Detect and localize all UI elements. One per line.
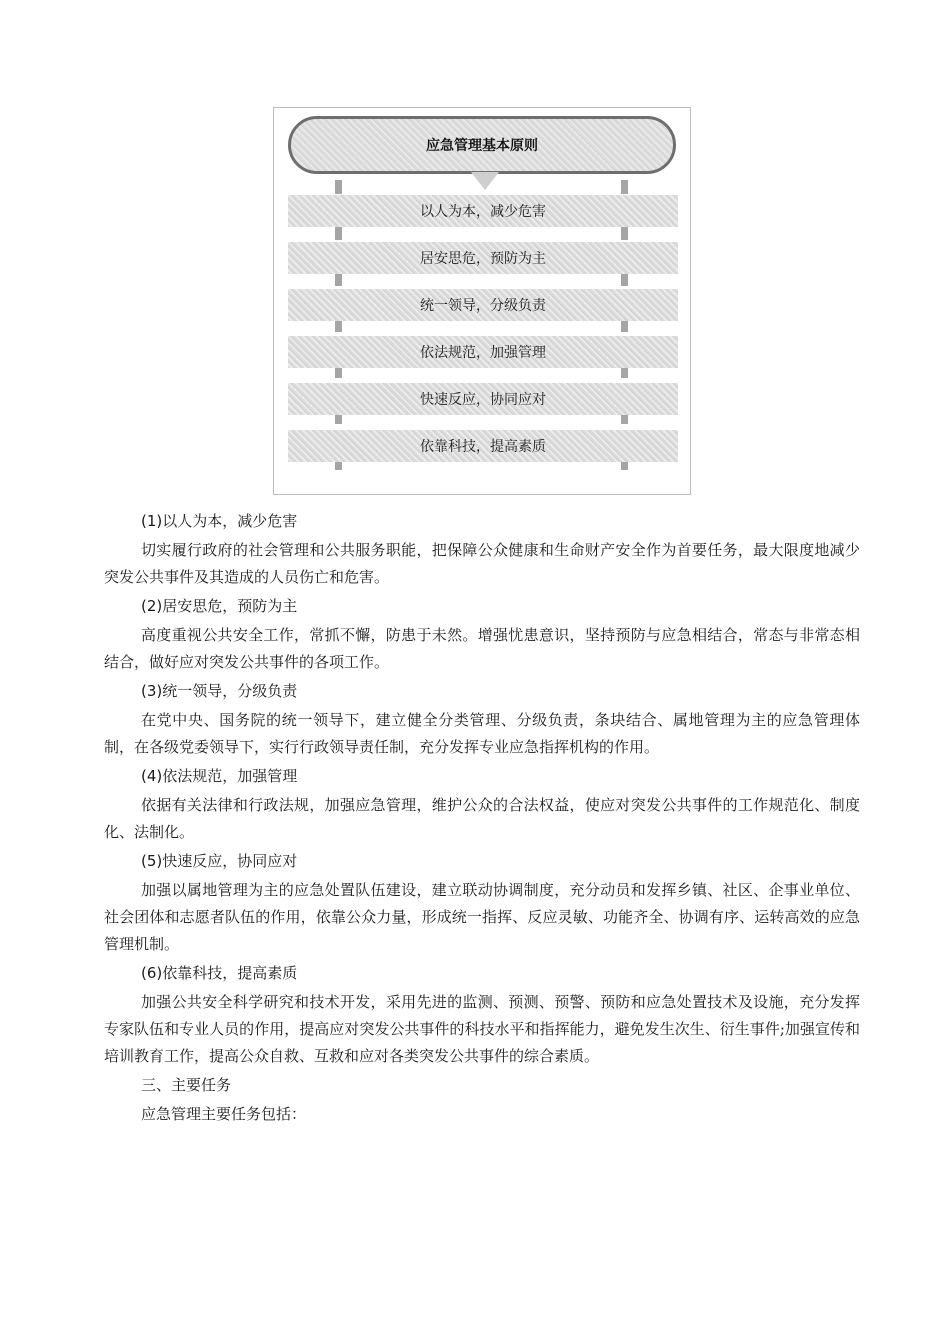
principle-bar-1	[288, 195, 678, 227]
section-heading-1	[104, 506, 860, 537]
principles-diagram	[273, 107, 691, 495]
principle-text: 依靠科技，提高素质	[420, 439, 546, 455]
diagram-title: 应急管理基本原则	[426, 138, 538, 154]
diagram-arrow	[471, 172, 499, 190]
section-heading-3	[104, 676, 860, 707]
section-title: 居安思危，预防为主	[162, 597, 298, 615]
section-body-6: 加强公共安全科学研究和技术开发，采用先进的监测、预测、预警、预防和应急处置技术及设施，充分发挥专家队伍和专业人员的作用，提高应对突发公共事件的科技水平和指挥能力，避免发生次生、衍生事件;加强宣传和培训教育工作，提高公众自救、互救和应对各类突发公共事件的综合素质。	[104, 993, 860, 1065]
section-title: 依靠科技，提高素质	[162, 964, 298, 982]
principle-bar-2	[288, 242, 678, 274]
document-body	[104, 506, 860, 1128]
section-number: (1)	[141, 512, 163, 530]
principle-text: 依法规范，加强管理	[420, 345, 546, 361]
principle-text: 统一领导，分级负责	[420, 298, 546, 314]
section-title: 统一领导，分级负责	[162, 682, 298, 700]
section-body-4: 依据有关法律和行政法规，加强应急管理，维护公众的合法权益，使应对突发公共事件的工作规范化、制度化、法制化。	[104, 796, 860, 841]
section-title: 快速反应，协同应对	[162, 852, 298, 870]
principle-bar-6	[288, 430, 678, 462]
section-number: (4)	[141, 767, 163, 785]
chapter-intro: 应急管理主要任务包括：	[141, 1105, 307, 1123]
section-body-1: 切实履行政府的社会管理和公共服务职能，把保障公众健康和生命财产安全作为首要任务，最大限度地减少突发公共事件及其造成的人员伤亡和危害。	[104, 541, 860, 586]
section-heading-4	[104, 761, 860, 792]
section-number: (5)	[141, 852, 163, 870]
principle-bar-5	[288, 383, 678, 415]
section-body-5: 加强以属地管理为主的应急处置队伍建设，建立联动协调制度，充分动员和发挥乡镇、社区、企事业单位、社会团体和志愿者队伍的作用，依靠公众力量，形成统一指挥、反应灵敏、功能齐全、协调有序、运转高效的应急管理机制。	[104, 881, 860, 953]
section-number: (3)	[141, 682, 163, 700]
chapter-heading: 三、主要任务	[141, 1076, 232, 1094]
section-title: 以人为本，减少危害	[162, 512, 298, 530]
section-body-2: 高度重视公共安全工作，常抓不懈，防患于未然。增强忧患意识，坚持预防与应急相结合，常态与非常态相结合，做好应对突发公共事件的各项工作。	[104, 626, 860, 671]
principle-bar-4	[288, 336, 678, 368]
section-number: (2)	[141, 597, 163, 615]
section-title: 依法规范，加强管理	[162, 767, 298, 785]
diagram-header	[288, 116, 676, 174]
principle-bar-3	[288, 289, 678, 321]
principle-text: 快速反应，协同应对	[420, 392, 546, 408]
section-number: (6)	[141, 964, 163, 982]
principle-text: 以人为本，减少危害	[420, 204, 546, 220]
principle-text: 居安思危，预防为主	[420, 251, 546, 267]
section-heading-5	[104, 846, 860, 877]
section-heading-6	[104, 958, 860, 989]
section-body-3: 在党中央、国务院的统一领导下，建立健全分类管理、分级负责，条块结合、属地管理为主的应急管理体制，在各级党委领导下，实行行政领导责任制，充分发挥专业应急指挥机构的作用。	[104, 711, 860, 756]
section-heading-2	[104, 591, 860, 622]
